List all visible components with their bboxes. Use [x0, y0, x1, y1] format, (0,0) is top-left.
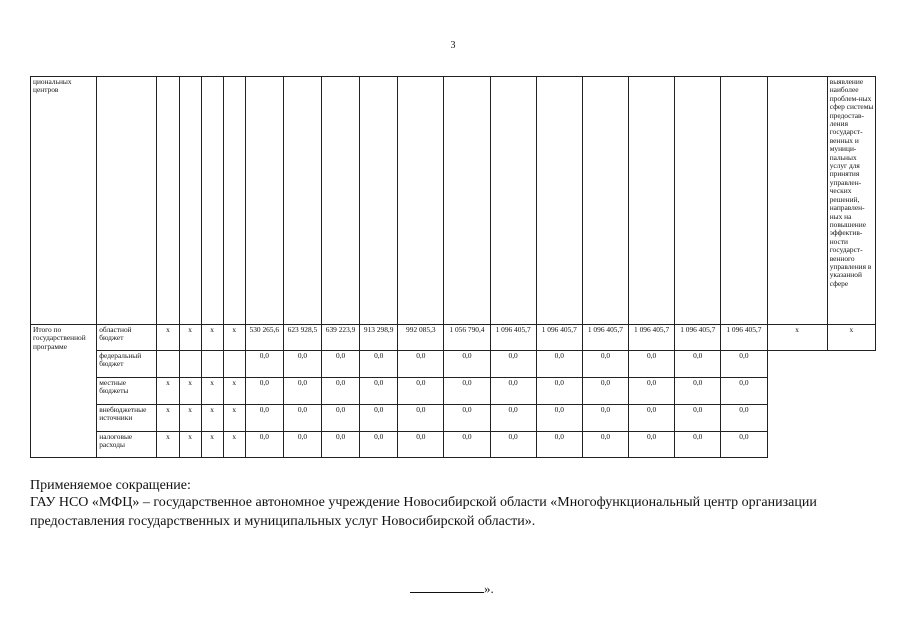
table-row — [31, 325, 876, 351]
value-cell: 1 096 405,7 — [721, 325, 767, 351]
mark-cell: x — [179, 378, 201, 405]
value-cell: 0,0 — [629, 378, 675, 405]
value-cell: 0,0 — [322, 405, 360, 432]
mark-cell: x — [157, 432, 179, 458]
mark-cell: x — [223, 432, 245, 458]
value-cell: 0,0 — [675, 405, 721, 432]
empty-cell — [536, 77, 582, 325]
value-cell: 913 298,9 — [360, 325, 398, 351]
value-cell: 0,0 — [490, 351, 536, 378]
table-row — [31, 351, 876, 378]
total-label-cell: Итого по государственной программе — [31, 325, 97, 458]
table-row — [31, 405, 876, 432]
value-cell: 0,0 — [582, 432, 628, 458]
value-cell: 0,0 — [245, 432, 283, 458]
empty-cell — [721, 77, 767, 325]
value-cell: 0,0 — [360, 432, 398, 458]
tail-cell: x — [827, 325, 875, 351]
continuation-name-cell: циональных центров — [31, 77, 97, 325]
abbreviation-title: Применяемое сокращение: — [30, 478, 191, 493]
value-cell: 0,0 — [675, 351, 721, 378]
mark-cell: x — [223, 325, 245, 351]
value-cell: 0,0 — [322, 432, 360, 458]
table-row — [31, 432, 876, 458]
value-cell: 0,0 — [283, 378, 321, 405]
value-cell: 1 096 405,7 — [629, 325, 675, 351]
value-cell: 0,0 — [245, 378, 283, 405]
value-cell: 0,0 — [536, 405, 582, 432]
value-cell: 639 223,9 — [322, 325, 360, 351]
signature-underline — [410, 580, 484, 593]
mark-cell: x — [201, 405, 223, 432]
empty-cell — [179, 77, 201, 325]
value-cell: 0,0 — [360, 351, 398, 378]
closing-quote: ». — [484, 581, 494, 596]
mark-cell: x — [157, 405, 179, 432]
value-cell: 1 096 405,7 — [536, 325, 582, 351]
empty-cell — [675, 77, 721, 325]
value-cell: 0,0 — [444, 378, 490, 405]
value-cell: 992 085,3 — [398, 325, 444, 351]
value-cell: 0,0 — [721, 351, 767, 378]
mark-cell: x — [201, 432, 223, 458]
value-cell: 0,0 — [283, 405, 321, 432]
value-cell: 0,0 — [360, 405, 398, 432]
value-cell: 0,0 — [444, 432, 490, 458]
mark-cell: x — [179, 325, 201, 351]
value-cell: 1 096 405,7 — [582, 325, 628, 351]
empty-cell — [283, 77, 321, 325]
value-cell: 0,0 — [444, 351, 490, 378]
empty-cell — [201, 77, 223, 325]
mark-cell: x — [223, 405, 245, 432]
mark-cell — [201, 351, 223, 378]
empty-cell — [767, 77, 827, 325]
empty-cell — [245, 77, 283, 325]
value-cell: 0,0 — [675, 378, 721, 405]
value-cell: 0,0 — [490, 378, 536, 405]
empty-cell — [629, 77, 675, 325]
empty-cell — [444, 77, 490, 325]
value-cell: 0,0 — [721, 405, 767, 432]
value-cell: 0,0 — [398, 351, 444, 378]
continuation-row — [31, 77, 876, 325]
value-cell: 0,0 — [629, 405, 675, 432]
value-cell: 0,0 — [490, 405, 536, 432]
value-cell: 0,0 — [245, 351, 283, 378]
value-cell: 0,0 — [322, 378, 360, 405]
value-cell: 0,0 — [536, 351, 582, 378]
mark-cell: x — [223, 378, 245, 405]
value-cell: 623 928,5 — [283, 325, 321, 351]
mark-cell: x — [157, 378, 179, 405]
closing-mark — [410, 580, 494, 597]
mark-cell: x — [179, 432, 201, 458]
value-cell: 0,0 — [536, 378, 582, 405]
value-cell: 0,0 — [582, 378, 628, 405]
value-cell: 0,0 — [398, 405, 444, 432]
empty-cell — [398, 77, 444, 325]
mark-cell: x — [201, 378, 223, 405]
empty-cell — [322, 77, 360, 325]
value-cell: 0,0 — [536, 432, 582, 458]
empty-cell — [223, 77, 245, 325]
empty-cell — [97, 77, 157, 325]
table-row — [31, 378, 876, 405]
value-cell: 0,0 — [398, 378, 444, 405]
budget-table — [30, 76, 876, 458]
value-cell: 0,0 — [283, 432, 321, 458]
continuation-result-cell: выявление наиболее проблем-ных сфер системы предостав-ления государст-венных и муници-пальных услуг для принятия управлен-ческих решений, направлен-ных на повышение эффектив-ности государст-венного управления в указанной сфере — [827, 77, 875, 325]
value-cell: 0,0 — [490, 432, 536, 458]
empty-cell — [157, 77, 179, 325]
value-cell: 0,0 — [283, 351, 321, 378]
abbreviation-body: ГАУ НСО «МФЦ» – государственное автономное учреждение Новосибирской области «Многофункциональный центр организации предоставления государственных и муниципальных услуг Новосибирской области». — [30, 495, 817, 529]
empty-cell — [490, 77, 536, 325]
value-cell: 0,0 — [629, 432, 675, 458]
value-cell: 530 265,6 — [245, 325, 283, 351]
value-cell: 0,0 — [582, 405, 628, 432]
value-cell: 0,0 — [582, 351, 628, 378]
tail-cell: x — [767, 325, 827, 351]
mark-cell: x — [179, 405, 201, 432]
value-cell: 0,0 — [629, 351, 675, 378]
value-cell: 1 096 405,7 — [675, 325, 721, 351]
funding-source-cell: федеральный бюджет — [97, 351, 157, 378]
value-cell: 0,0 — [721, 432, 767, 458]
value-cell: 0,0 — [398, 432, 444, 458]
value-cell: 0,0 — [245, 405, 283, 432]
mark-cell — [157, 351, 179, 378]
mark-cell: x — [157, 325, 179, 351]
funding-source-cell: налоговые расходы — [97, 432, 157, 458]
mark-cell — [179, 351, 201, 378]
empty-cell — [360, 77, 398, 325]
funding-source-cell: местные бюджеты — [97, 378, 157, 405]
mark-cell — [223, 351, 245, 378]
empty-cell — [582, 77, 628, 325]
value-cell: 1 096 405,7 — [490, 325, 536, 351]
funding-source-cell: внебюджетные источники — [97, 405, 157, 432]
value-cell: 0,0 — [721, 378, 767, 405]
value-cell: 1 056 790,4 — [444, 325, 490, 351]
page-number: 3 — [450, 40, 456, 51]
mark-cell: x — [201, 325, 223, 351]
value-cell: 0,0 — [360, 378, 398, 405]
value-cell: 0,0 — [444, 405, 490, 432]
value-cell: 0,0 — [675, 432, 721, 458]
funding-source-cell: областной бюджет — [97, 325, 157, 351]
value-cell: 0,0 — [322, 351, 360, 378]
